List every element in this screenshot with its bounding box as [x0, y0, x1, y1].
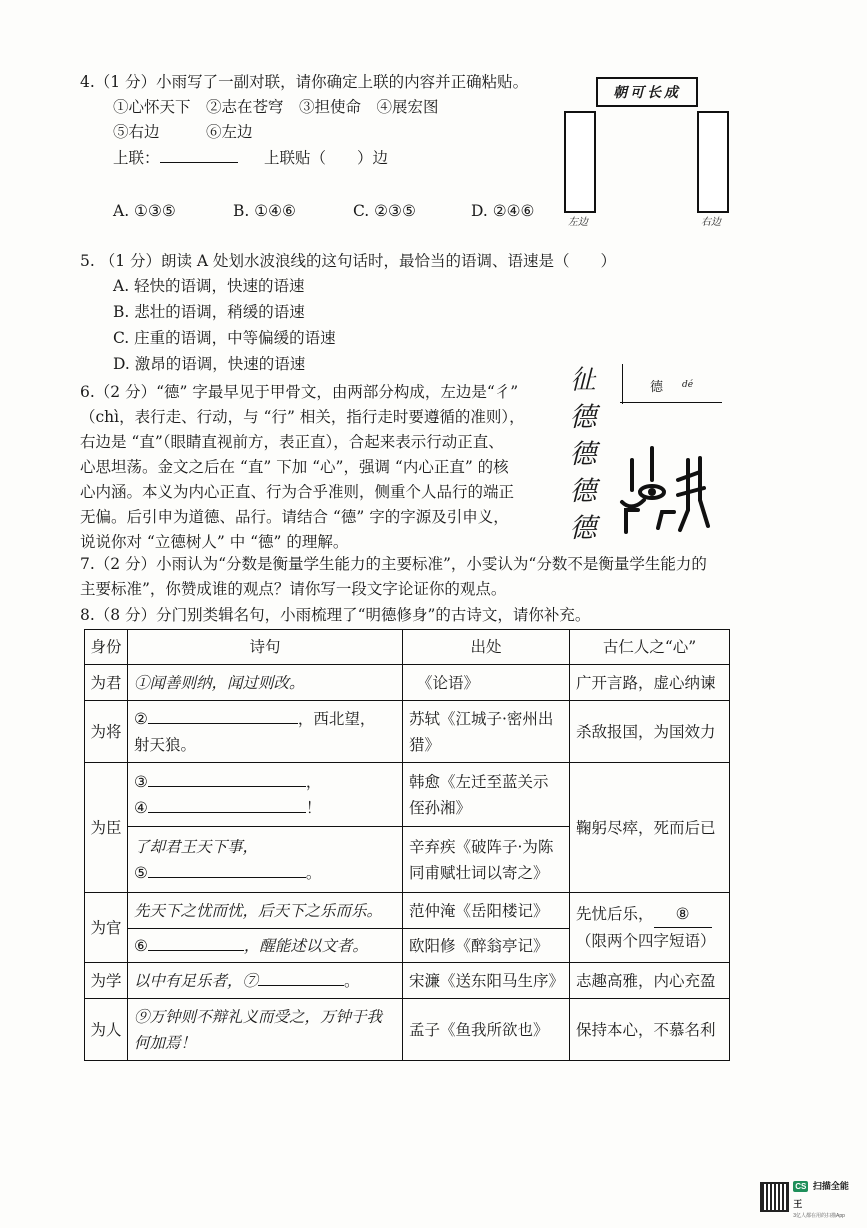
- heart-cell: 志趣高雅，内心充盈: [570, 963, 730, 999]
- q6-line-7: 说说你对 “立德树人” 中 “德” 的理解。: [80, 533, 349, 551]
- source-cell: 韩愈《左迁至蓝关示侄孙湘》: [403, 763, 570, 827]
- q4-fill-side: 上联贴（ ）边: [264, 149, 389, 167]
- q4-blank: [160, 162, 238, 163]
- heart-cell: 鞠躬尽瘁，死而后已: [570, 763, 730, 893]
- blank-number: ⑥: [134, 936, 148, 955]
- source-cell: 《论语》: [403, 665, 570, 701]
- verse-cell: ①闻善则纳，闻过则改。: [128, 665, 403, 701]
- verse-cell: ⑨万钟则不辩礼义而受之，万钟于我何加焉！: [128, 999, 403, 1061]
- q6-line-4: 心思坦荡。金文之后在 “直” 下加 “心”，强调 “内心正直” 的核: [80, 458, 509, 476]
- verse-cell: [128, 827, 403, 893]
- q5-option-a: A. 轻快的语调，快速的语速: [113, 277, 305, 295]
- heart-text: 先忧后乐，: [576, 905, 654, 923]
- scanner-brand: [793, 1176, 856, 1219]
- heart-cell: 保持本心，不慕名利: [570, 999, 730, 1061]
- scanner-watermark: [760, 1180, 856, 1219]
- header-heart: 古仁人之“心”: [570, 630, 730, 665]
- de-header-char: 德: [650, 380, 664, 395]
- role-cell: 为人: [85, 999, 128, 1061]
- q6-line-3: 右边是 “直”（眼睛直视前方，表正直），合起来表示行动正直、: [80, 433, 504, 451]
- couplet-right-scroll: [697, 111, 729, 213]
- source-cell: 欧阳修《醉翁亭记》: [403, 929, 570, 963]
- answer-blank[interactable]: [148, 950, 244, 951]
- verse-cell: 先天下之忧而忧，后天下之乐而乐。: [128, 893, 403, 929]
- couplet-banner: 朝可长成: [596, 77, 698, 107]
- blank-number: ③: [134, 772, 148, 791]
- q4-option-b: B. ①④⑥: [233, 202, 296, 220]
- source-cell: 范仲淹《岳阳楼记》: [403, 893, 570, 929]
- blank-number: ⑤: [134, 863, 148, 882]
- scanner-app-name: 扫描全能王: [793, 1180, 849, 1209]
- q8-stem: 8.（8 分）分门别类辑名句，小雨梳理了“明德修身”的古诗文，请你补充。: [80, 606, 591, 624]
- de-oracle-illustration: [618, 440, 728, 535]
- source-cell: 孟子《鱼我所欲也》: [403, 999, 570, 1061]
- q6-line-5: 心内涵。本义为内心正直、行为合乎准则，侧重个人品行的端正: [80, 483, 515, 501]
- role-cell: 为学: [85, 963, 128, 999]
- verse-text: 。: [305, 863, 322, 882]
- source-cell: 苏轼《江城子·密州出猎》: [403, 701, 570, 763]
- de-header-pinyin: dé: [682, 380, 694, 390]
- qr-code-icon: [760, 1182, 789, 1212]
- answer-blank[interactable]: [148, 877, 306, 878]
- q4-fill-label: 上联：: [113, 149, 160, 167]
- q6-line-6: 无偏。后引申为道德、品行。请结合 “德” 字的字源及引申义，: [80, 508, 509, 526]
- verse-text: 以中有足乐者，⑦: [134, 971, 259, 990]
- answer-blank[interactable]: [258, 985, 344, 986]
- table-row-jun: [85, 665, 730, 701]
- heart-cell: [570, 893, 730, 963]
- table-header-row: [85, 630, 730, 665]
- q4-fill-upper: [113, 145, 238, 171]
- de-bronze-glyph: 德: [569, 402, 597, 433]
- q5-option-d: D. 激昂的语调，快速的语速: [113, 355, 306, 373]
- de-divider-vertical: [622, 364, 623, 404]
- de-seal-glyph: 德: [569, 439, 597, 470]
- de-clerical-glyph: 德: [569, 476, 597, 507]
- answer-blank[interactable]: [148, 812, 306, 813]
- table-row-ren: [85, 999, 730, 1061]
- role-cell: 为将: [85, 701, 128, 763]
- verse-cell: [128, 701, 403, 763]
- q4-option-d: D. ②④⑥: [471, 202, 535, 220]
- scanner-app-sub: 3亿人都在用的扫描App: [793, 1212, 845, 1219]
- source-cell: 辛弃疾《破阵子·为陈同甫赋壮词以寄之》: [403, 827, 570, 893]
- q5-option-c: C. 庄重的语调，中等偏缓的语速: [113, 329, 336, 347]
- heart-cell: 杀敌报国，为国效力: [570, 701, 730, 763]
- blank-number: ④: [134, 798, 148, 817]
- de-divider-horizontal: [620, 402, 722, 403]
- verse-text: 射天狼。: [134, 735, 197, 754]
- verse-cell: [128, 763, 403, 827]
- q4-option-a: A. ①③⑤: [113, 202, 176, 220]
- q7-line-1: 7.（2 分）小雨认为“分数是衡量学生能力的主要标准”，小雯认为“分数不是衡量学生能力的: [80, 555, 707, 573]
- verse-text: ，西北望，: [297, 709, 376, 728]
- q4-option-c: C. ②③⑤: [353, 202, 416, 220]
- role-cell: 为官: [85, 893, 128, 963]
- q4-stem: 4.（1 分）小雨写了一副对联，请你确定上联的内容并正确粘贴。: [80, 73, 529, 91]
- de-oracle-glyph: 𢓊: [569, 365, 597, 396]
- table-row-jiang: [85, 701, 730, 763]
- header-source: 出处: [403, 630, 570, 665]
- answer-blank[interactable]: [148, 723, 298, 724]
- q8-table: [84, 629, 730, 1061]
- de-regular-glyph: 德: [569, 513, 597, 544]
- table-row-xue: [85, 963, 730, 999]
- role-cell: 为君: [85, 665, 128, 701]
- q5-stem: 5. （1 分）朗读 A 处划水波浪线的这句话时，最恰当的语调、语速是（ ）: [80, 252, 617, 270]
- table-row-guan-a: [85, 893, 730, 929]
- couplet-right-label: 右边: [701, 217, 721, 228]
- q4-items-line2: ⑤右边 ⑥左边: [113, 123, 253, 141]
- q6-line-1: 6.（2 分）“德” 字最早见于甲骨文，由两部分构成，左边是“彳”: [80, 383, 519, 401]
- q6-line-2: （chì，表行走、行动，与 “行” 相关，指行走时要遵循的准则），: [80, 408, 525, 426]
- verse-text: 了却君王天下事，: [134, 837, 259, 856]
- verse-text: ，醒能述以文者。: [243, 936, 368, 955]
- heart-note: （限两个四字短语）: [576, 932, 716, 950]
- blank-number: ②: [134, 709, 148, 728]
- verse-text: ，: [305, 772, 322, 791]
- heart-cell: 广开言路，虚心纳谏: [570, 665, 730, 701]
- verse-cell: [128, 929, 403, 963]
- verse-text: 。: [344, 971, 360, 990]
- answer-blank[interactable]: [148, 786, 306, 787]
- source-cell: 宋濂《送东阳马生序》: [403, 963, 570, 999]
- answer-blank[interactable]: ⑧: [654, 901, 712, 928]
- table-row-chen-a: [85, 763, 730, 827]
- q4-items-line1: ①心怀天下 ②志在苍穹 ③担使命 ④展宏图: [113, 98, 439, 116]
- q7-line-2: 主要标准”，你赞成谁的观点？请你写一段文字论证你的观点。: [80, 580, 507, 598]
- q5-option-b: B. 悲壮的语调，稍缓的语速: [113, 303, 305, 321]
- cs-logo-icon: CS: [795, 1181, 807, 1191]
- role-cell: 为臣: [85, 763, 128, 893]
- couplet-left-label: 左边: [568, 217, 588, 228]
- verse-text: ！: [305, 798, 322, 817]
- de-evolution-column: [566, 362, 600, 547]
- couplet-left-scroll: [564, 111, 596, 213]
- verse-cell: [128, 963, 403, 999]
- header-verse: 诗句: [128, 630, 403, 665]
- header-role: 身份: [85, 630, 128, 665]
